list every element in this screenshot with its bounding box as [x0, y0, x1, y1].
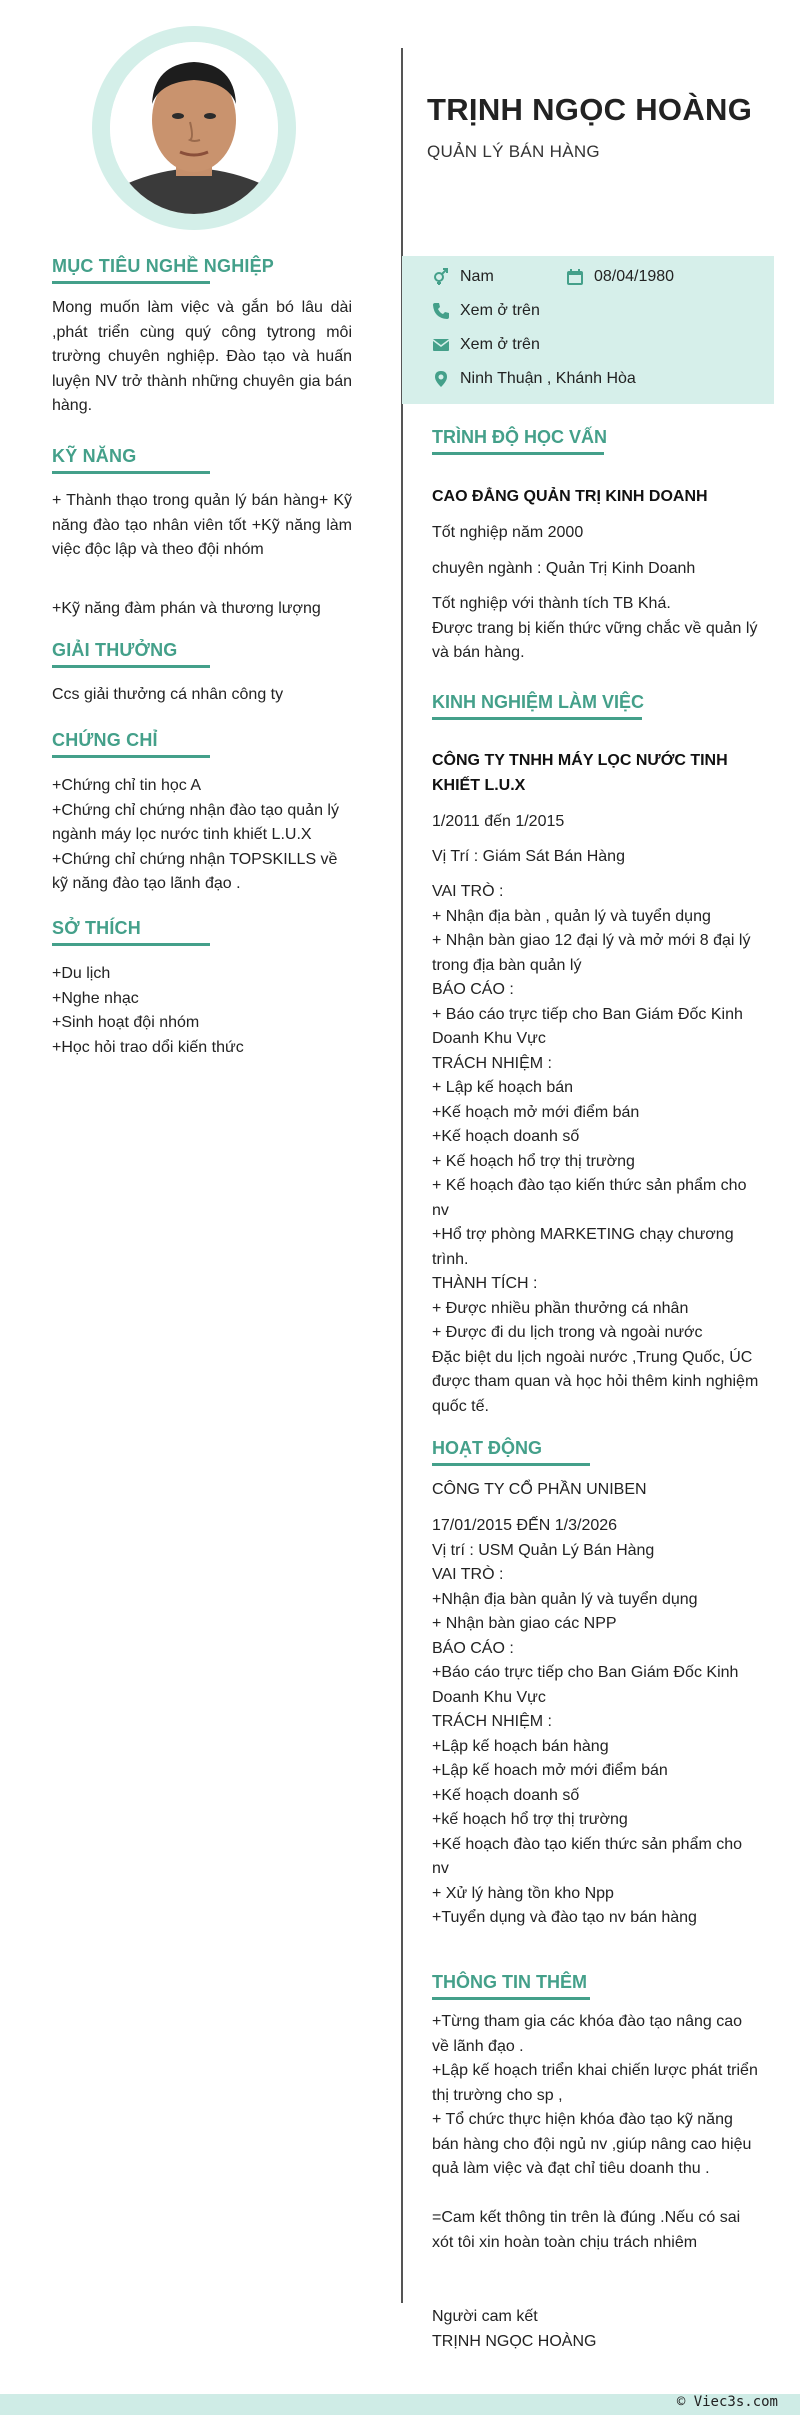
- additional-title: THÔNG TIN THÊM: [432, 1972, 587, 1992]
- gender-item: [432, 268, 494, 286]
- avatar: [110, 42, 278, 214]
- education-title: TRÌNH ĐỘ HỌC VẤN: [432, 427, 607, 447]
- additional-underline: [432, 1997, 590, 2000]
- candidate-name: TRỊNH NGỌC HOÀNG: [427, 92, 753, 127]
- certificates-text: +Chứng chỉ tin học A +Chứng chỉ chứng nhận đào tạo quản lý ngành máy lọc nước tinh khiết L.U.X +Chứng chỉ chứng nhận TOPSKILLS về kỹ năng đào tạo lãnh đạo .: [52, 777, 339, 892]
- education-graduated: Tốt nghiệp năm 2000: [432, 524, 584, 541]
- email-value: Xem ở trên: [460, 336, 540, 353]
- education-details: Tốt nghiệp với thành tích TB Khá. Được trang bị kiến thức vững chắc về quản lý và bán hàng.: [432, 595, 758, 661]
- signoff: Người cam kết TRỊNH NGỌC HOÀNG: [432, 2308, 597, 2350]
- education-school: CAO ĐẲNG QUẢN TRỊ KINH DOANH: [432, 488, 708, 505]
- footer-watermark: © Viec3s.com: [676, 2394, 778, 2410]
- experience-period: 1/2011 đến 1/2015: [432, 813, 565, 830]
- email-item: [432, 336, 540, 354]
- objective-title: MỤC TIÊU NGHỀ NGHIỆP: [52, 256, 275, 276]
- avatar-photo: [110, 42, 278, 214]
- hobbies-underline: [52, 943, 210, 946]
- contact-panel: [402, 256, 774, 404]
- skills-underline: [52, 471, 210, 474]
- skills-title: KỸ NĂNG: [52, 446, 137, 466]
- additional-details: +Từng tham gia các khóa đào tạo nâng cao về lãnh đạo . +Lập kế hoạch triển khai chiến lược phát triển thị trường cho sp , + Tổ chức thực hiện khóa đào tạo kỹ năng bán hàng cho đội ngủ nv ,giúp nâng cao hiệu quả làm việc và đạt chỉ tiêu doanh thu . =Cam kết thông tin trên là đúng .Nếu có sai xót tôi xin hoàn toàn chịu trách nhiêm: [432, 2013, 758, 2251]
- experience-position: Vị Trí : Giám Sát Bán Hàng: [432, 848, 625, 865]
- candidate-title: QUẢN LÝ BÁN HÀNG: [427, 142, 600, 161]
- activities-title: HOẠT ĐỘNG: [432, 1438, 542, 1458]
- gender-value: Nam: [460, 268, 494, 285]
- education-major: chuyên ngành : Quản Trị Kinh Doanh: [432, 560, 696, 577]
- skills-text-2: +Kỹ năng đàm phán và thương lượng: [52, 600, 321, 617]
- awards-underline: [52, 665, 210, 668]
- phone-value: Xem ở trên: [460, 302, 540, 319]
- experience-company: CÔNG TY TNHH MÁY LỌC NƯỚC TINH KHIẾT L.U.X: [432, 752, 728, 794]
- certificates-underline: [52, 755, 210, 758]
- calendar-icon: [566, 268, 584, 286]
- awards-text: Ccs giải thưởng cá nhân công ty: [52, 686, 284, 703]
- envelope-icon: [432, 336, 450, 354]
- activities-company: CÔNG TY CỔ PHẦN UNIBEN: [432, 1481, 647, 1498]
- objective-underline: [52, 281, 210, 284]
- address-value: Ninh Thuận , Khánh Hòa: [460, 370, 636, 387]
- experience-underline: [432, 717, 642, 720]
- education-underline: [432, 452, 604, 455]
- birthdate-value: 08/04/1980: [594, 268, 675, 285]
- awards-title: GIẢI THƯỞNG: [52, 640, 178, 660]
- objective-text: Mong muốn làm việc và gắn bó lâu dài ,phát triển cùng quý công tytrong môi trường chuyên nghiệp. Đào tạo và huấn luyện NV trở thành những chuyên gia bán hàng.: [52, 299, 352, 414]
- certificates-title: CHỨNG CHỈ: [52, 730, 158, 750]
- hobbies-title: SỞ THÍCH: [52, 918, 141, 938]
- gender-icon: [432, 268, 450, 286]
- experience-title: KINH NGHIỆM LÀM VIỆC: [432, 692, 645, 712]
- skills-text: + Thành thạo trong quản lý bán hàng+ Kỹ năng đào tạo nhân viên tốt +Kỹ năng làm việc độc lập và theo đội nhóm: [52, 492, 352, 558]
- avatar-frame: [92, 26, 296, 230]
- phone-item: [432, 302, 540, 320]
- address-item: [432, 370, 636, 388]
- birthdate-item: [566, 268, 674, 286]
- location-pin-icon: [432, 370, 450, 388]
- phone-icon: [432, 302, 450, 320]
- activities-underline: [432, 1463, 590, 1466]
- footer-bar: [0, 2394, 800, 2415]
- activities-details: 17/01/2015 ĐẾN 1/3/2026 Vị trí : USM Quản Lý Bán Hàng VAI TRÒ : +Nhận địa bàn quản lý và tuyển dụng + Nhận bàn giao các NPP BÁO CÁO : +Báo cáo trực tiếp cho Ban Giám Đốc Kinh Doanh Khu Vực TRÁCH NHIỆM : +Lập kế hoạch bán hàng +Lập kế hoach mở mới điểm bán +Kế hoạch doanh số +kế hoạch hổ trợ thị trường +Kế hoạch đào tạo kiến thức sản phẩm cho nv + Xử lý hàng tồn kho Npp +Tuyển dụng và đào tạo nv bán hàng: [432, 1517, 743, 1926]
- experience-details: VAI TRÒ : + Nhận địa bàn , quản lý và tuyển dụng + Nhận bàn giao 12 đại lý và mở mới 8 đại lý trong địa bàn quản lý BÁO CÁO : + Báo cáo trực tiếp cho Ban Giám Đốc Kinh Doanh Khu Vực TRÁCH NHIỆM : + Lập kế hoạch bán +Kế hoạch mở mới điểm bán +Kế hoạch doanh số + Kế hoạch hổ trợ thị trường + Kế hoạch đào tạo kiến thức sản phẩm cho nv +Hổ trợ phòng MARKETING chạy chương trình. THÀNH TÍCH : + Được nhiều phần thưởng cá nhân + Được đi du lịch trong và ngoài nước Đặc biệt du lịch ngoài nước ,Trung Quốc, ÚC được tham quan và học hỏi thêm kinh nghiệm quốc tế.: [432, 883, 759, 1415]
- hobbies-text: +Du lịch +Nghe nhạc +Sinh hoạt đội nhóm +Học hỏi trao dổi kiến thức: [52, 965, 244, 1056]
